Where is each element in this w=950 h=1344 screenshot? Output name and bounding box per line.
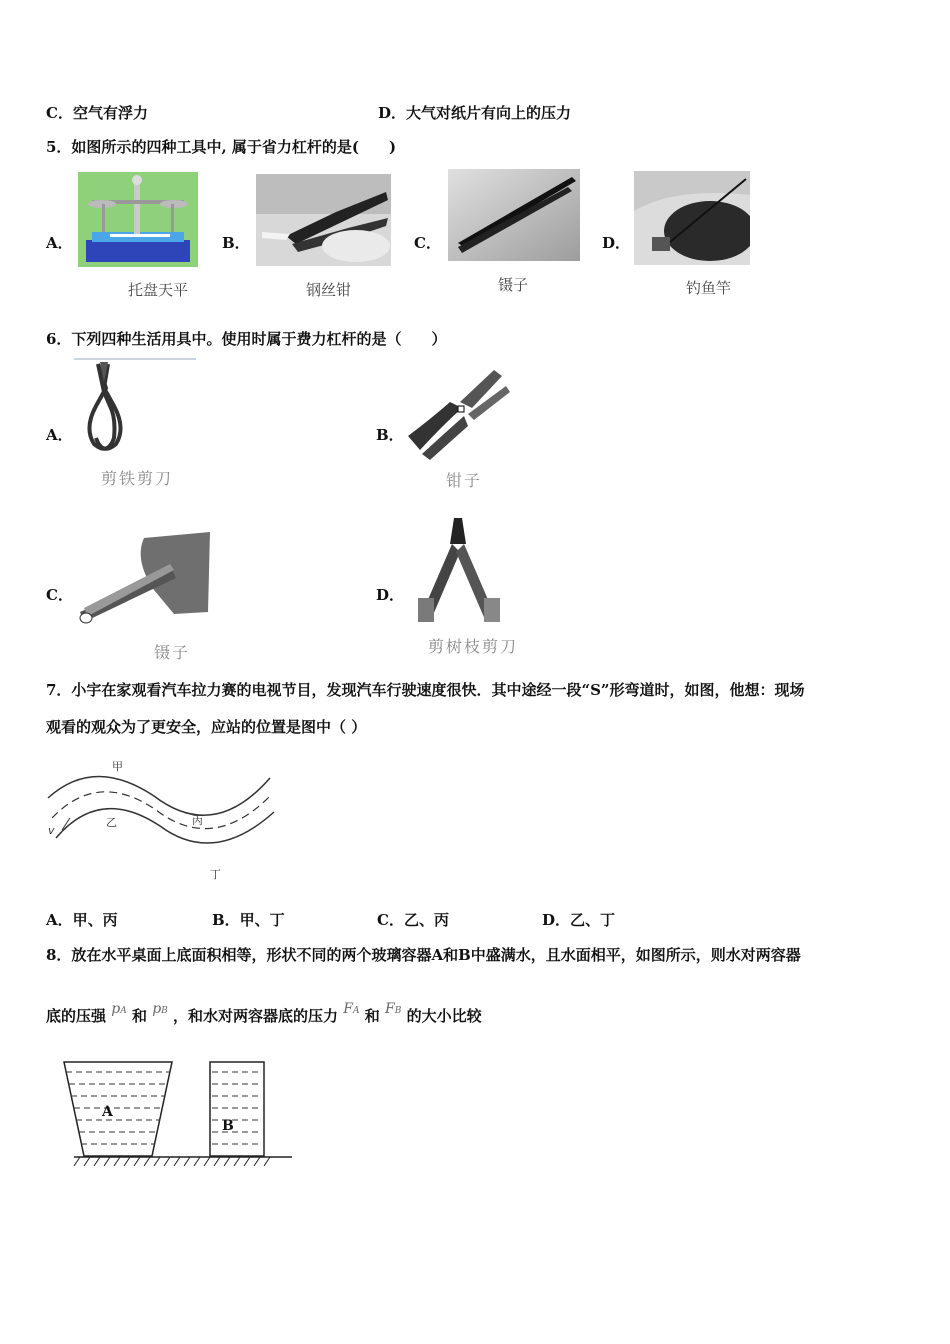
branch-shears-image — [410, 514, 524, 626]
q6-caption-d: 剪树枝剪刀 — [428, 637, 519, 656]
q4-option-c: C．空气有浮力 — [46, 104, 148, 122]
q6-label-d: D． — [376, 586, 405, 604]
q8-and-2: 和 — [364, 1007, 380, 1025]
q5-caption-d: 钓鱼竿 — [686, 279, 732, 297]
containers-figure — [60, 1058, 296, 1174]
container-a-label: A — [102, 1104, 113, 1120]
fishing-rod-image — [634, 171, 750, 265]
q8-line-1: 8．放在水平桌面上底面积相等，形状不同的两个玻璃容器A和B中盛满水，且水面相平，如图所示，则水对两容器 — [46, 946, 801, 964]
label-jia: 甲 — [112, 760, 123, 773]
q7-line-2: 观看的观众为了更安全，应站的位置是图中（ ） — [46, 718, 367, 736]
container-b-label: B — [222, 1118, 234, 1134]
q7-option-a: A．甲、丙 — [46, 911, 118, 929]
q8-and-1: 和 — [131, 1007, 147, 1025]
q6-caption-b: 钳子 — [446, 471, 483, 490]
label-ding: 丁 — [210, 868, 221, 881]
symbol-p-b: p — [152, 1001, 162, 1017]
q7-option-c: C．乙、丙 — [377, 911, 449, 929]
q6-label-b: B． — [376, 426, 404, 444]
q7-line-1: 7．小宇在家观看汽车拉力赛的电视节目，发现汽车行驶速度很快．其中途经一段“S”形弯道时，如图，他想：现场 — [46, 681, 805, 699]
pliers-image — [402, 362, 512, 466]
q6-label-c: C． — [46, 586, 73, 604]
q5-caption-a: 托盘天平 — [128, 281, 189, 299]
tweezers-image — [448, 169, 580, 261]
q4-option-d: D．大气对纸片有向上的压力 — [378, 104, 572, 122]
q5-label-b: B． — [222, 234, 250, 252]
symbol-f-b: F — [384, 1001, 395, 1017]
q8-post: 的大小比较 — [406, 1007, 482, 1025]
balance-scale-image — [78, 172, 198, 267]
symbol-f-b-sub: B — [394, 1006, 402, 1016]
q5-label-c: C． — [414, 234, 441, 252]
q5-label-a: A． — [46, 234, 73, 252]
label-v: v — [48, 824, 55, 837]
q7-option-d: D．乙、丁 — [542, 911, 616, 929]
q8-line-2 — [46, 1001, 482, 1026]
wire-pliers-image — [256, 174, 391, 266]
s-curve-road-figure — [44, 756, 276, 884]
q6-caption-c: 镊子 — [154, 643, 191, 662]
q6-label-a: A． — [46, 426, 73, 444]
label-yi: 乙 — [106, 816, 117, 829]
tweezers-hand-image — [74, 530, 212, 636]
symbol-p-a: p — [111, 1001, 121, 1017]
q8-mid: ，和水对两容器底的压力 — [173, 1007, 339, 1025]
symbol-p-b-sub: B — [161, 1006, 168, 1016]
symbol-f-a-sub: A — [353, 1006, 360, 1016]
q8-line-2-pre: 底的压强 — [46, 1007, 107, 1025]
symbol-p-a-sub: A — [120, 1006, 127, 1016]
q6-caption-a: 剪铁剪刀 — [101, 469, 174, 488]
q5-label-d: D． — [602, 234, 631, 252]
q5-caption-c: 镊子 — [498, 276, 529, 294]
q5-caption-b: 钢丝钳 — [306, 281, 352, 299]
label-bing: 丙 — [192, 814, 203, 827]
symbol-f-a: F — [343, 1001, 353, 1017]
q5-stem: 5．如图所示的四种工具中, 属于省力杠杆的是( ) — [46, 138, 397, 156]
q7-option-b: B．甲、丁 — [212, 911, 285, 929]
iron-shears-image — [74, 358, 196, 464]
q6-stem: 6．下列四种生活用具中。使用时属于费力杠杆的是（ ） — [46, 330, 447, 348]
